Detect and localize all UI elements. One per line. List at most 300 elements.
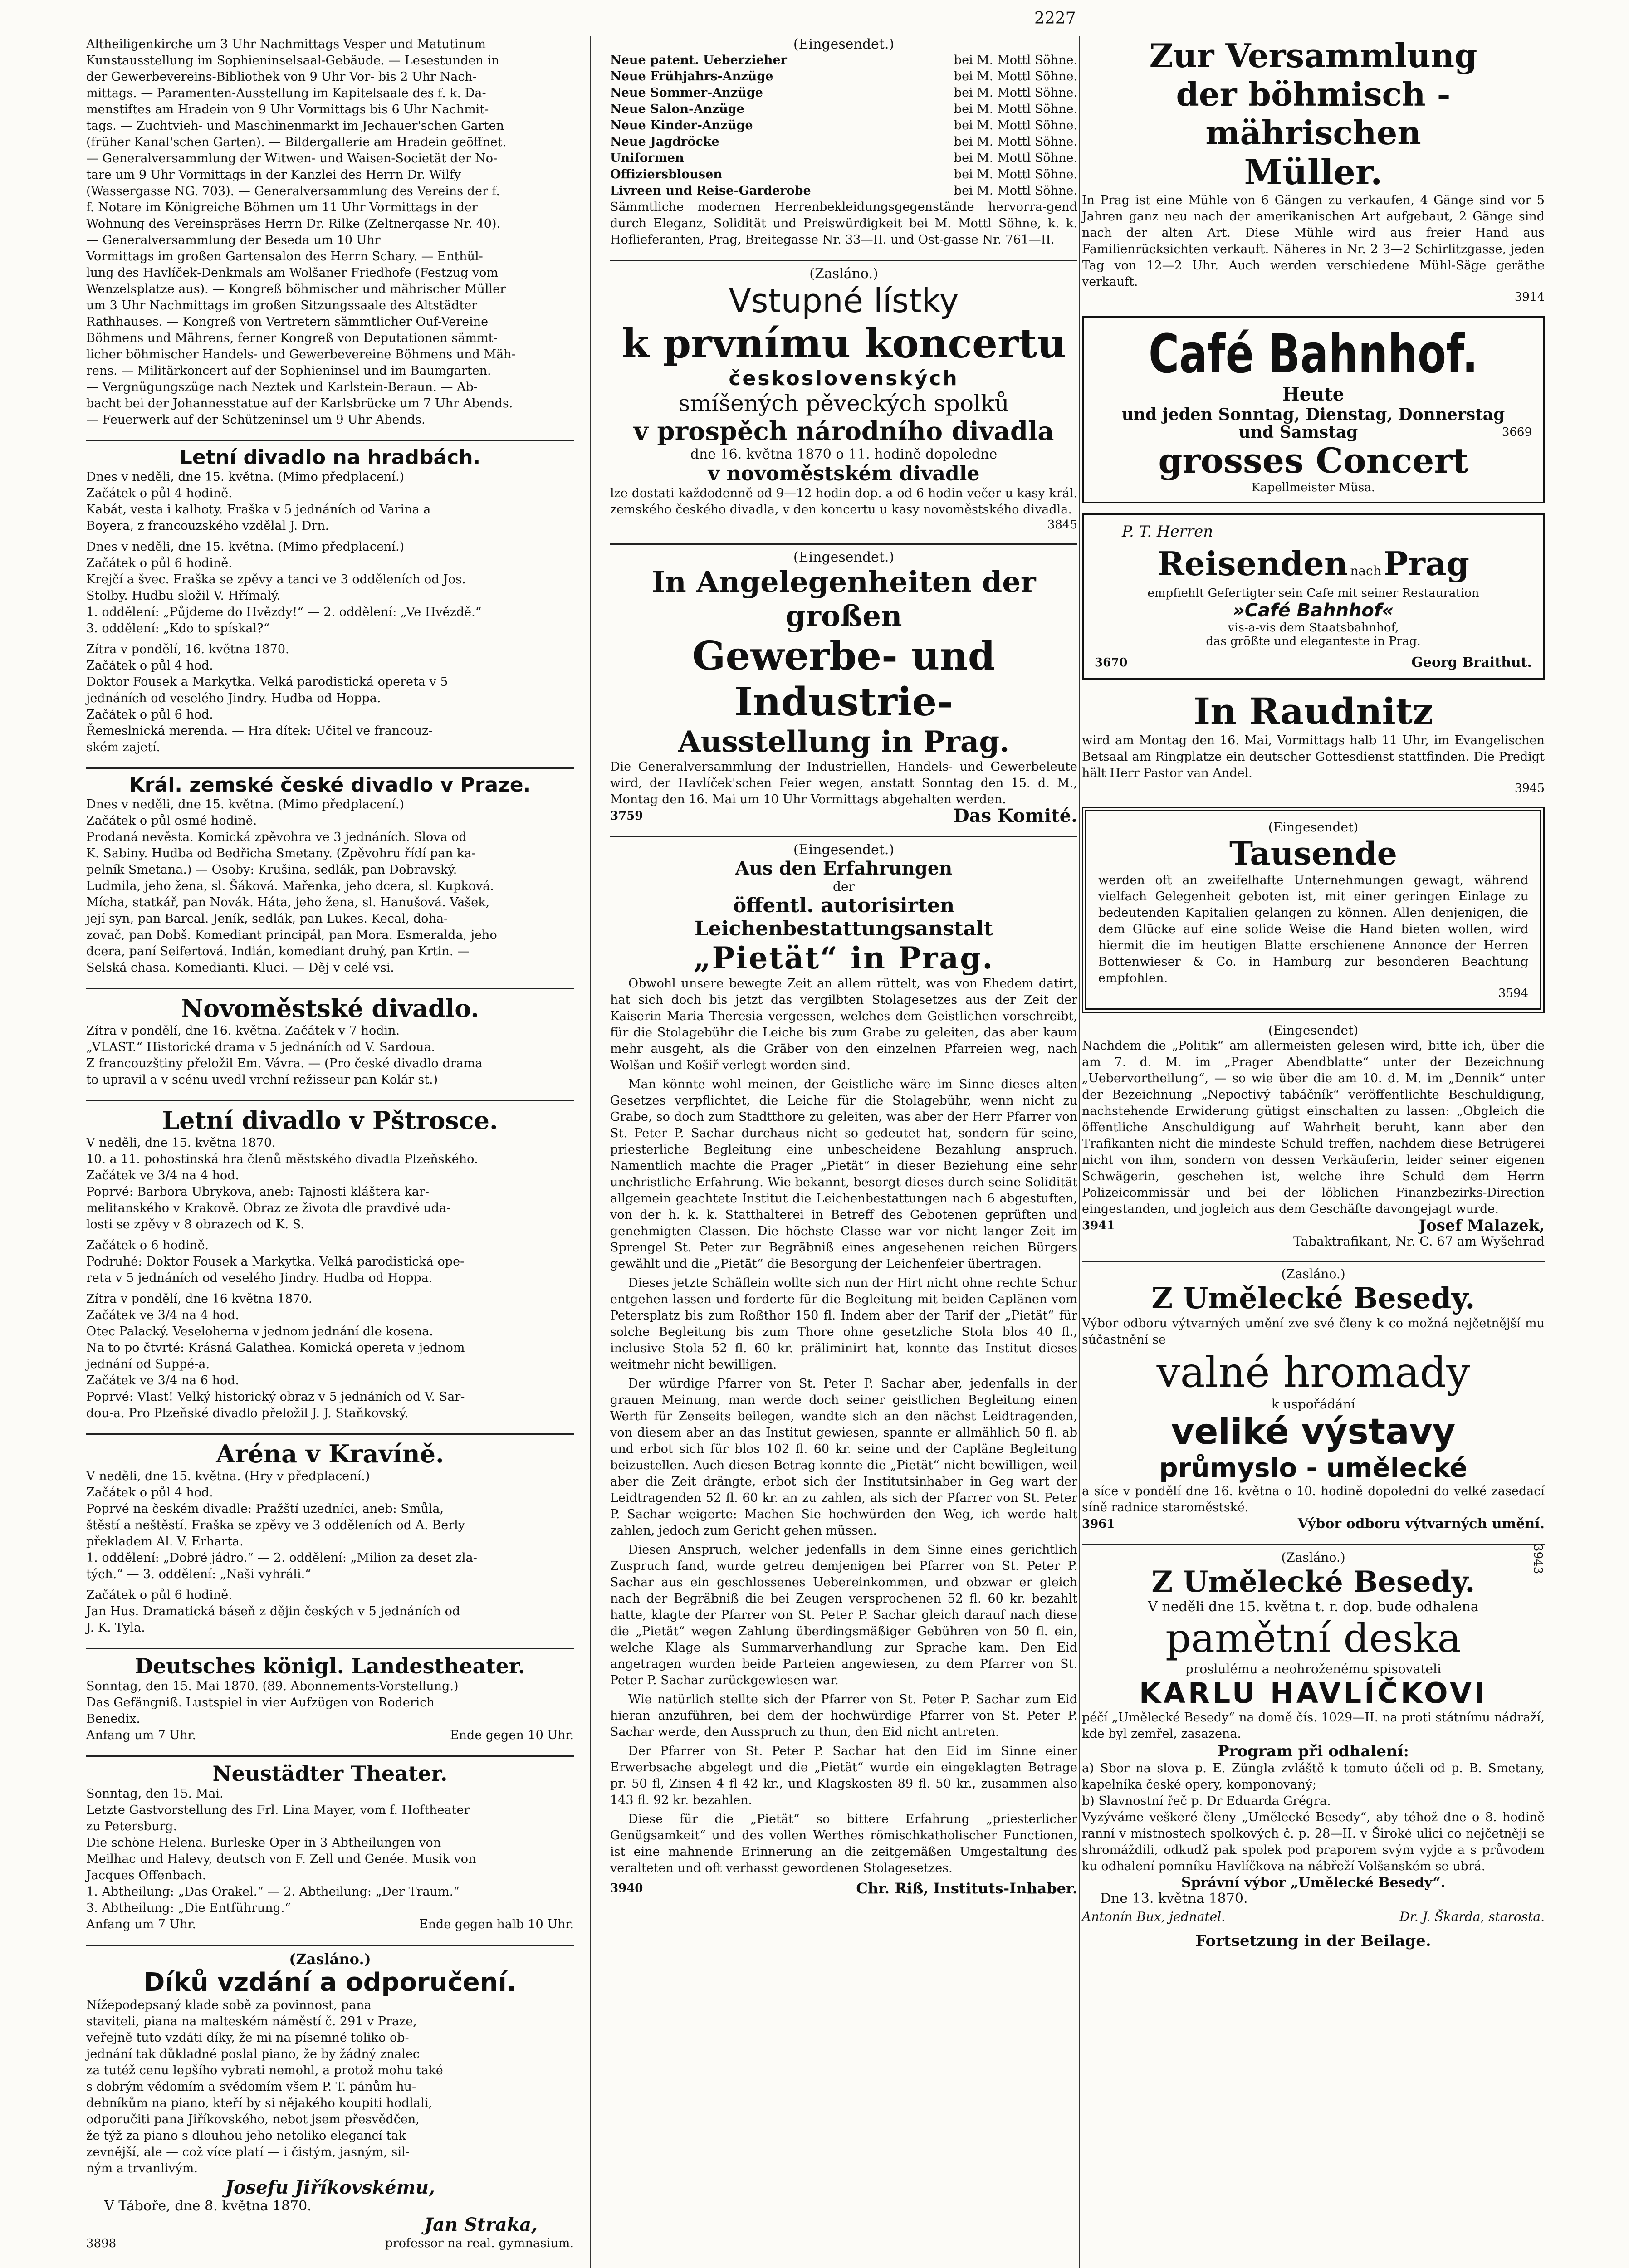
text-line: jednáních od veselého Jindry. Hudba od Hoppa. <box>86 691 381 705</box>
text-line: Dieses jetzte Schäflein wollte sich nun der Hirt nicht ohne rechte Schur entgehen lassen und forderte für die Begleitung mit beiden Caplänen vom Petersplatz bis zum Roßthor 150 fl. Indem aber der Tarif der „Pietät“ für solche Begleitung bis zum Thore ohne gesetzliche Stola blos 40 fl., inclusive Stola 52 fl. 60 kr. präliminirt hat, konnte das Institut dieses weitmehr nicht bewilligen. <box>610 1276 1077 1372</box>
tausende-ad <box>1082 807 1545 1013</box>
ad-title: Café Bahnhof. <box>1148 323 1478 385</box>
ad-note: Sämmtliche modernen Herrenbekleidungsgegenstände hervorra-gend durch Eleganz, Solidität und Preiswürdigkeit bei M. Mottl Söhne, k. k. Hoflieferanten, Prag, Breitegasse Nr. 33—II. und Ost-gasse Nr. 761—II. <box>610 200 1077 247</box>
page-number: 2227 <box>1034 9 1076 28</box>
text-line: Dnes v neděli, dne 15. května. (Mimo předplacení.) <box>86 470 405 484</box>
ad-headline <box>1095 544 1532 583</box>
ad-line: empfiehlt Gefertigter sein Cafe mit seiner Restauration <box>1147 586 1479 600</box>
text-line: menstiftes am Hradein von 9 Uhr Vormittags bis 6 Uhr Nachmit- <box>86 103 489 117</box>
article-title: „Pietät“ in Prag. <box>693 940 994 976</box>
text-line: dou-a. Pro Plzeňské divadlo přeložil J. J. Staňkovský. <box>86 1406 409 1420</box>
text-line: Rathhauses. — Kongreß von Vertretern sämmtlicher Ouf-Vereine <box>86 315 489 329</box>
theatre-body <box>86 1468 574 1636</box>
ad-number: 3945 <box>1514 781 1545 795</box>
text-line: staviteli, piana na malteském náměstí č. 291 v Praze, <box>86 2014 417 2028</box>
ad-row <box>1095 424 1532 440</box>
text-line: štěstí a neštěstí. Fraška se zpěvy ve 3 odděleních od A. Berly <box>86 1518 465 1532</box>
theatre-body <box>86 1135 574 1422</box>
text-line: Obwohl unsere bewegte Zeit an allem rüttelt, was von Ehedem datirt, hat sich doch bis jetzt das vergilbten Stolagesetzes aus der Zeit der Kaiserin Maria Theresia vergessen, welches dem Geistlichen vorschreibt, für die Stolagebühr die Leiche bis zum Grabe zu geleiten, das aber kaum mehr ausgeht, als die Gräber von den einzelnen Pfarreien weg, nach Wolšan und Košiř verlegt worden sind. <box>610 977 1077 1072</box>
text-line: zu Petersburg. <box>86 1819 177 1833</box>
signatures <box>1082 1909 1545 1924</box>
theatre-title: Deutsches königl. Landestheater. <box>135 1654 525 1678</box>
text-line: — Vergnügungszüge nach Neztek und Karlstein-Beraun. — Ab- <box>86 380 478 394</box>
article-line: der <box>833 879 855 894</box>
text-line: tých.“ — 3. oddělení: „Naši vyhráli.“ <box>86 1567 311 1581</box>
text-line: Stolby. Hudbu složil V. Hřímalý. <box>86 589 281 603</box>
ad-line: k uspořádání <box>1271 1396 1355 1412</box>
text-line: a) Sbor na slova p. E. Züngla zvláště k tomuto účeli od p. B. Smetany, kapelníka české opery, komponovaný; <box>1082 1761 1545 1792</box>
ad-line: »Café Bahnhof« <box>1233 600 1394 621</box>
theatre-title: Letní divadlo v Pštrosce. <box>162 1106 498 1135</box>
text-line: Kunstausstellung im Sophieninselsaal-Gebäude. — Lesestunden in <box>86 54 499 68</box>
ad-title: Díků vzdání a odporučení. <box>143 1968 517 1997</box>
text-line: (Wassergasse NG. 703). — Generalversammlung des Vereins der f. <box>86 184 500 198</box>
ad-line: und Samstag <box>1238 422 1358 442</box>
clothes-shop: bei M. Mottl Söhne. <box>954 86 1077 100</box>
text-line: pelník Smetana.) — Osoby: Krušina, sedlák, pan Dobravský. <box>86 863 457 877</box>
ad-tag: (Eingesendet.) <box>793 549 895 565</box>
text-line: Letzte Gastvorstellung des Frl. Lina Mayer, vom f. Hoftheater <box>86 1803 470 1817</box>
ad-signer: Výbor odboru výtvarných umění. <box>1297 1515 1545 1532</box>
exhibition-ad <box>610 543 1077 824</box>
clothes-row <box>610 117 1077 134</box>
theatre-body <box>86 1678 574 1727</box>
text-line: Wohnung des Vereinspräses Herrn Dr. Rilke (Zeltnergasse Nr. 40). <box>86 217 501 231</box>
mottl-ad <box>610 36 1077 248</box>
text-line: veřejně tuto vzdáti díky, že mi na písemné toliko ob- <box>86 2031 409 2045</box>
ad-footer <box>1082 1516 1545 1532</box>
ad-tag: (Zasláno.) <box>809 266 878 282</box>
signature-right: Dr. J. Škarda, starosta. <box>1399 1909 1545 1924</box>
theatre-neustadter <box>86 1755 574 1933</box>
text-line: Böhmens und Mährens, ferner Kongreß von Deputationen sämmt- <box>86 331 498 345</box>
notice-signer: Josef Malazek, <box>1419 1216 1545 1235</box>
column-rule <box>590 36 591 2268</box>
text-line: Selská chasa. Komedianti. Kluci. — Děj v celé vsi. <box>86 961 394 975</box>
text-line: Začátek ve 3/4 na 6 hod. <box>86 1374 240 1388</box>
text-line: 1. Abtheilung: „Das Orakel.“ — 2. Abtheilung: „Der Traum.“ <box>86 1885 460 1899</box>
ad-body <box>610 759 1077 808</box>
clothes-row <box>610 134 1077 150</box>
text-line: melitanského v Krakově. Obraz ze života dle pravdivé uda- <box>86 1201 451 1215</box>
text-line <box>86 1286 574 1291</box>
text-line: za tutéž cenu lepšího vybrati nemohl, a protož mohu také <box>86 2063 443 2077</box>
time-row <box>86 1916 574 1933</box>
text-line: Altheiligenkirche um 3 Uhr Nachmittags Vesper und Matutinum <box>86 37 486 51</box>
ad-line: Müller. <box>1244 152 1383 192</box>
beseda-assembly-ad <box>1082 1261 1545 1532</box>
ad-line: proslulému a neohroženému spisovateli <box>1185 1661 1441 1677</box>
clothes-shop: bei M. Mottl Söhne. <box>954 184 1077 198</box>
ad-text: péčí „Umělecké Besedy“ na domě čís. 1029—II. na proti státnímu nádraží, kde byl zemřel, zasazena. <box>1082 1710 1545 1741</box>
end-time: Ende gegen 10 Uhr. <box>450 1728 574 1742</box>
text-line: Na to po čtvrté: Krásná Galathea. Komická opereta v jednom <box>86 1341 465 1355</box>
theatre-summer-ramparts <box>86 440 574 756</box>
text-line: V neděli, dne 15. května 1870. <box>86 1136 276 1150</box>
text-line: Dnes v neděli, dne 15. května. (Mimo předplacení.) <box>86 540 405 554</box>
article-footer <box>610 1880 1077 1897</box>
text-line: (früher Kanal'schen Garten). — Bildergallerie am Hradein geöffnet. <box>86 135 507 149</box>
theatre-body <box>86 469 574 756</box>
ad-body <box>1082 1315 1545 1348</box>
text-line: — Feuerwerk auf der Schützeninsel um 9 Uhr Abends. <box>86 413 426 427</box>
text-line: Dnes v neděli, dne 15. května. (Mimo předplacení.) <box>86 797 405 811</box>
text-line: Prodaná nevěsta. Komická zpěvohra ve 3 jednáních. Slova od <box>86 830 467 844</box>
text-line: reta v 5 jednáních od veselého Jindry. Hudba od Hoppa. <box>86 1271 433 1285</box>
text-line: Mícha, statkář, pan Novák. Háta, jeho žena, sl. Hanušová. Vašek, <box>86 895 490 909</box>
clothes-shop: bei M. Mottl Söhne. <box>954 135 1077 149</box>
text-line: Diesen Anspruch, welcher jedenfalls in dem Sinne eines gerichtlich Zuspruch fand, wurde getreu demjenigen bei Pfarrer von St. Peter P. Sachar aus ein geschlossenes Uebereinkommen, und obzwar er gleich nach der Begräbniß die bei Zeugen versprochenen 52 fl. 60 kr. bezahlt hatte, klagte der Pfarrer von St. Peter P. Sachar gleich darauf nach diese die „Pietät“ wegen Zahlung überdingsmäßiger Gebühren von 50 fl. ein, welche Klage als Summarverhandlung zur Sprache kam. Den Eid angetragen wurden beide Parteien angewiesen, zu dem Pfarrer von St. Peter P. Sachar zurückgewiesen war. <box>610 1543 1077 1687</box>
concert-ad <box>610 260 1077 532</box>
ad-date: Dne 13. května 1870. <box>1100 1890 1248 1906</box>
ad-word: Reisenden <box>1157 544 1348 583</box>
ad-tag: (Eingesendet) <box>1268 819 1359 835</box>
column-rule <box>1079 36 1080 2268</box>
ad-text: lze dostati každodenně od 9—12 hodin dop. a od 6 hodin večer u kasy král. zemského českého divadla, v den koncertu u kasy novoměstského divadla. <box>610 486 1077 517</box>
theatre-royal-czech <box>86 767 574 976</box>
mill-ad <box>1082 36 1545 304</box>
text-line: Kabát, vesta i kalhoty. Fraška v 5 jednáních od Varina a <box>86 503 431 517</box>
text-line: Začátek o půl 4 hodině. <box>86 486 232 500</box>
text-line: Der Pfarrer von St. Peter P. Sachar hat den Eid im Sinne einer Erwerbsache abgelegt und die „Pietät“ wurde ein eingeklagten Betrage pr. 50 fl, Zinsen 4 fl 42 kr., und Klagskosten 89 fl. 50 kr., zusammen also 143 fl. 92 kr. bezahlen. <box>610 1744 1077 1807</box>
text-line: její syn, pan Barcal. Jeník, sedlák, pan Lukes. Kecal, doha- <box>86 912 448 926</box>
text-line: debníkům na piano, kteří by si nějakého koupiti hodlali, <box>86 2096 432 2110</box>
ad-line: v novoměstském divadle <box>708 462 980 485</box>
text-line: — Generalversammlung der Beseda um 10 Uhr <box>86 233 381 247</box>
text-line: s dobrým vědomím a svědomím všem P. T. pánům hu- <box>86 2080 416 2094</box>
ad-line: v prospěch národního divadla <box>633 416 1054 446</box>
ad-tag: (Eingesendet) <box>1268 1022 1359 1038</box>
ad-number: 3940 <box>610 1882 643 1895</box>
ad-footer <box>1095 655 1532 671</box>
text-line: Jacques Offenbach. <box>86 1868 206 1882</box>
ad-line: k prvnímu koncertu <box>621 320 1066 367</box>
clothes-item: Uniformen <box>610 151 684 165</box>
text-line: rens. — Militärkoncert auf der Sophieninsel und im Baumgarten. <box>86 364 491 378</box>
ad-body <box>610 199 1077 248</box>
text-line: — Generalversammlung der Witwen- und Waisen-Societät der No- <box>86 152 498 166</box>
ad-line: Zur Versammlung <box>1149 36 1477 75</box>
clothes-row <box>610 52 1077 68</box>
ad-date: V Táboře, dne 8. května 1870. <box>104 2198 312 2214</box>
column-2 <box>610 36 1077 1908</box>
text-line: bacht bei der Johannesstatue auf der Karlsbrücke um 7 Uhr Abends. <box>86 396 513 411</box>
text-line: Das Gefängniß. Lustspiel in vier Aufzügen von Roderich <box>86 1696 435 1710</box>
text-line: Sonntag, den 15. Mai. <box>86 1787 224 1801</box>
text-line: jednání od Suppé-a. <box>86 1357 210 1371</box>
clothes-row <box>610 85 1077 101</box>
ad-text: Die Generalversammlung der Industriellen, Handels- und Gewerbeleute wird, der Havlíček'schen Feier wegen, anstatt Sonntag den 15. d. M., Montag den 16. Mai um 10 Uhr Vormittags abgehalten werden. <box>610 760 1077 807</box>
ad-line: dne 16. května 1870 o 11. hodině dopoledne <box>690 446 998 462</box>
text-line: odporučiti pana Jiříkovského, nebot jsem přesvědčen, <box>86 2112 420 2126</box>
text-line: Začátek o půl 6 hod. <box>86 708 213 722</box>
column-1 <box>86 36 574 2263</box>
clothes-row <box>610 183 1077 199</box>
text-line: Man könnte wohl meinen, der Geistliche wäre im Sinne dieses alten Gesetzes verpflichtet, die Leiche für die Stolagebühr, wenn nicht zu Grabe, so doch zum Stadtthore zu geleiten, was aber der Herr Pfarrer von St. Peter P. Sachar durchaus nicht so gedeutet hat, sondern für seine, priesterliche Begleitung eine unbescheidene Bezahlung anspruch. Namentlich machte die Prager „Pietät“ in dieser Beziehung eine sehr unchristliche Erfahrung. Wie bekannt, besorgt dieses durch seine Solidität allgemein geachtete Institut die Leichenbestattungen nach 6 abgestuften, von der h. k. k. Statthalterei in Betreff des Gebotenen geprüften und genehmigten Classen. Die höchste Classe war vor nicht langer Zeit im Sprengel St. Peter zur Begräbniß eines angesehenen reichen Bürgers gewählt und die „Pietät“ die Besorgung der Leichenfeier übertragen. <box>610 1077 1077 1271</box>
clothes-item: Neue Kinder-Anzüge <box>610 118 753 132</box>
text-line: překladem Al. V. Erharta. <box>86 1535 244 1549</box>
text-line: tags. — Zuchtvieh- und Maschinenmarkt im Jechauer'schen Garten <box>86 119 504 133</box>
text-line: Zítra v pondělí, dne 16. května. Začátek v 7 hodin. <box>86 1024 400 1038</box>
ad-body <box>1082 1710 1545 1742</box>
clothes-item: Offiziersblousen <box>610 167 722 181</box>
theatre-body <box>86 1786 574 1916</box>
start-time: Anfang um 7 Uhr. <box>86 1917 196 1931</box>
text-line: zevnější, ale — což více platí — i čistým, jasným, sil- <box>86 2145 410 2159</box>
text-line: mittags. — Paramenten-Ausstellung im Kapitelsaale des f. k. Da- <box>86 86 486 100</box>
clothes-shop: bei M. Mottl Söhne. <box>954 151 1077 165</box>
text-line: J. K. Tyla. <box>86 1621 145 1635</box>
ad-body <box>610 485 1077 518</box>
text-line: Začátek o půl 4 hod. <box>86 1486 213 1500</box>
clothes-row <box>610 68 1077 85</box>
text-line: dcera, paní Seifertová. Indián, komediant druhý, pan Krtin. — <box>86 944 470 958</box>
article-line: öffentl. autorisirten Leichenbestattungsanstalt <box>694 894 993 940</box>
clothes-shop: bei M. Mottl Söhne. <box>954 53 1077 67</box>
ad-line: Gewerbe- und Industrie- <box>692 633 995 725</box>
theatre-title: Neustädter Theater. <box>212 1761 448 1786</box>
text-line: V neděli, dne 15. května. (Hry v předplacení.) <box>86 1469 370 1483</box>
thanks-ad <box>86 1945 574 2252</box>
theatre-title: Novoměstské divadlo. <box>181 994 479 1023</box>
clothes-item: Livreen und Reise-Garderobe <box>610 184 811 198</box>
ad-number: 3898 <box>86 2237 117 2250</box>
text-line: Wie natürlich stellte sich der Pfarrer von St. Peter P. Sachar zum Eid hieran anzuführen, bei dem der hochwürdige Pfarrer von St. Peter P. Sachar werde, den Ausspruch zu thun, den Eid nicht antreten. <box>610 1692 1077 1739</box>
ad-footer <box>610 805 1077 826</box>
text-line: 1. oddělení: „Dobré jádro.“ — 2. oddělení: „Milion za deset zla- <box>86 1551 477 1565</box>
text-line: 3. Abtheilung: „Die Entführung.“ <box>86 1901 291 1915</box>
theatre-new-town <box>86 988 574 1088</box>
notice-title: In Raudnitz <box>1193 689 1433 733</box>
ad-line: československých <box>729 367 959 390</box>
clothes-row <box>610 101 1077 117</box>
theatre-landestheater <box>86 1648 574 1744</box>
ad-body <box>86 1997 574 2177</box>
text-line: Doktor Fousek a Markytka. Velká parodistická opereta v 5 <box>86 675 448 689</box>
text-line: Poprvé: Barbora Ubrykova, aneb: Tajnosti kláštera kar- <box>86 1185 429 1199</box>
ad-tag: (Zasláno.) <box>289 1950 371 1968</box>
text-line: Krejčí a švec. Fraška se zpěvy a tanci ve 3 odděleních od Jos. <box>86 572 466 587</box>
text-line: ným a trvanlivým. <box>86 2161 198 2175</box>
column-3 <box>1082 36 1545 1962</box>
ad-line: valné hromady <box>1156 1348 1470 1397</box>
notice-text: wird am Montag den 16. Mai, Vormittags halb 11 Uhr, im Evangelischen Betsaal am Ringplatze ein deutscher Gottesdienst stattfinden. Die Predigt hält Herr Pastor van Andel. <box>1082 733 1545 780</box>
text-line: 1. oddělení: „Půjdeme do Hvězdy!“ — 2. oddělení: „Ve Hvězdě.“ <box>86 605 482 619</box>
text-line: Začátek o půl 4 hod. <box>86 659 213 673</box>
text-line: Začátek o 6 hodině. <box>86 1238 209 1252</box>
ad-line: smíšených pěveckých spolků <box>678 390 1009 416</box>
ad-line: V neděli dne 15. května t. r. dop. bude odhalena <box>1148 1598 1479 1615</box>
ad-line: Ausstellung in Prag. <box>678 725 1010 759</box>
text-line <box>86 1583 574 1587</box>
text-line: že týž za piano s dlouhou jeho netoliko elegancí tak <box>86 2129 406 2143</box>
clothes-row <box>610 166 1077 183</box>
ad-text: a síce v pondělí dne 16. května o 10. hodině dopoledni do velké zasedací síně radnice staroměstské. <box>1082 1484 1545 1515</box>
theatre-body <box>86 797 574 976</box>
text-line: Meilhac und Halevy, deutsch von F. Zell und Genée. Musik von <box>86 1852 476 1866</box>
text-line: to upravil a v scénu uvedl vrchní režisseur pan Kolár st.) <box>86 1073 438 1087</box>
ad-title: Z Umělecké Besedy. <box>1151 1564 1475 1599</box>
text-line: 3. oddělení: „Kdo to spískal?“ <box>86 621 270 635</box>
text-line <box>86 637 574 641</box>
clothes-shop: bei M. Mottl Söhne. <box>954 167 1077 181</box>
cafe-ad <box>1082 316 1545 503</box>
travel-ad <box>1082 513 1545 680</box>
ad-word: nach <box>1350 563 1381 578</box>
text-line: Zítra v pondělí, 16. května 1870. <box>86 642 289 656</box>
ad-line: Heute <box>1282 383 1345 405</box>
notice-footer <box>1082 1217 1545 1234</box>
clothes-list <box>610 52 1077 199</box>
tobacconist-notice <box>1082 1023 1545 1249</box>
text-line: Ludmila, jeho žena, sl. Šáková. Mařenka, jeho dcera, sl. Kupková. <box>86 879 494 893</box>
text-line: Z francouzštiny přeložil Em. Vávra. — (Pro české divadlo drama <box>86 1056 483 1070</box>
ad-line: P. T. Herren <box>1122 522 1213 541</box>
text-line: Benedix. <box>86 1712 140 1726</box>
clothes-shop: bei M. Mottl Söhne. <box>954 102 1077 116</box>
text-line: Der würdige Pfarrer von St. Peter P. Sachar aber, jedenfalls in der grauen Meinung, man werde doch seiner geistlichen Begleitung einen Werth für Zenseits beilegen, wandte sich an den nächst Leidtragenden, von diesem aber an das Institut gewiesen, spannte er allmählich 50 fl. ab und erbot sich für blos 102 fl. 60 kr. seine und der Capläne Begleitung beizustellen. Auch diesen Betrag konnte die „Pietät“ nicht bewilligen, weil aber die Zeit drängte, erbot sich der Institutsinhaber in Geg wart der Leidtragenden 52 fl. 60 kr. an zu zahlen, als sich der Pfarrer von St. Peter P. Sachar weigerte: Machen Sie hochwürden den Weg, ich werde halt zahlen, jedoch zum Gericht gehen müssen. <box>610 1377 1077 1538</box>
clothes-item: Neue Sommer-Anzüge <box>610 86 763 100</box>
ad-line: průmyslo - umělecké <box>1159 1452 1468 1483</box>
article-body <box>610 976 1077 1877</box>
text-line <box>86 1233 574 1237</box>
ad-body <box>1098 872 1528 987</box>
text-line: Sonntag, den 15. Mai 1870. (89. Abonnements-Vorstellung.) <box>86 1679 459 1693</box>
text-line: Nížepodepsaný klade sobě za povinnost, pana <box>86 1998 372 2012</box>
signer-title: professor na real. gymnasium. <box>385 2236 574 2250</box>
ad-line: veliké výstavy <box>1171 1411 1456 1452</box>
clothes-shop: bei M. Mottl Söhne. <box>954 118 1077 132</box>
text-line: Začátek ve 3/4 na 4 hod. <box>86 1168 240 1183</box>
ad-line: pamětní deska <box>1165 1614 1461 1662</box>
text-line: Začátek ve 3/4 na 4 hod. <box>86 1308 240 1322</box>
text-line <box>86 534 574 539</box>
text-line: der Gewerbevereins-Bibliothek von 9 Uhr Vor- bis 2 Uhr Nach- <box>86 70 477 84</box>
text-line: Začátek o půl 6 hodině. <box>86 1588 232 1602</box>
program-list <box>1082 1760 1545 1809</box>
text-line: ském zajetí. <box>86 740 161 754</box>
text-line: Diese für die „Pietät“ so bittere Erfahrung „priesterlicher Genügsamkeit“ und des vollen Werthes römischkatholischer Functionen, ist eine mahnende Erinnerung an die zeitgemäßen Umgestaltung des veralteten und oft verhasst gewordenen Stolagesetzes. <box>610 1812 1077 1875</box>
ad-title: Tausende <box>1229 834 1397 872</box>
side-number: 3943 <box>1531 1544 1545 1574</box>
funeral-article <box>610 836 1077 1897</box>
ad-line: grosses Concert <box>1158 440 1468 481</box>
text-line: jednání tak důkladné poslal piano, že by žádný znalec <box>86 2047 420 2061</box>
text-line: Začátek o půl osmé hodině. <box>86 814 257 828</box>
theatre-pstroska <box>86 1100 574 1422</box>
notice-body <box>1082 1038 1545 1217</box>
text-line: lung des Havlíček-Denkmals am Wolšaner Friedhofe (Festzug vom <box>86 266 499 280</box>
ad-line: Kapellmeister Müsa. <box>1251 480 1375 494</box>
ad-number: 3961 <box>1082 1517 1115 1531</box>
ad-text: werden oft an zweifelhafte Unternehmungen gewagt, während vielfach Gelegenheit geboten ist, mit einer geringen Einlage zu bedeutenden Kapitalien gelangen zu können. Allen denjenigen, die dem Glücke auf eine solide Weise die Hand bieten wollen, wird hiermit die im heutigen Blatte erschienene Annonce der Herren Bottenwieser & Co. in Hamburg zur besonderen Beachtung empfohlen. <box>1098 873 1528 985</box>
text-line: Poprvé na českém divadle: Pražští uzedníci, aneb: Smůla, <box>86 1502 444 1516</box>
theatre-title: Aréna v Kravíně. <box>216 1439 444 1468</box>
ad-tag: (Zasláno.) <box>1281 1266 1345 1281</box>
start-time: Anfang um 7 Uhr. <box>86 1728 196 1742</box>
text-line: tare um 9 Uhr Vormittags in der Kanzlei des Herrn Dr. Wilfy <box>86 168 461 182</box>
ad-signer: Jan Straka, <box>424 2214 538 2235</box>
text-line: Boyera, z francouzského vzdělal J. Drn. <box>86 519 329 533</box>
ad-word: Prag <box>1383 544 1469 583</box>
theatre-arena-kravin <box>86 1433 574 1636</box>
text-line: losti se zpěvy v 8 obrazech od K. S. <box>86 1217 304 1232</box>
clothes-item: Neue Salon-Anzüge <box>610 102 744 116</box>
clothes-item: Neue Frühjahrs-Anzüge <box>610 69 773 83</box>
ad-number: 3941 <box>1082 1218 1115 1232</box>
text-line: b) Slavnostní řeč p. Dr Eduarda Grégra. <box>1082 1794 1331 1808</box>
ad-text: Výbor odboru výtvarných umění zve své členy k co možná nejčetnější mu súčastnění se <box>1082 1316 1545 1347</box>
ad-number: 3594 <box>1498 986 1528 1000</box>
text-line: um 3 Uhr Nachmittags im großen Sitzungssaale des Altstädter <box>86 298 478 313</box>
article-line: Aus den Erfahrungen <box>735 858 953 879</box>
ad-line: Vstupné lístky <box>729 282 959 320</box>
program-title: Program při odhalení: <box>1217 1742 1409 1760</box>
text-line: Poprvé: Vlast! Velký historický obraz v 5 jednáních od V. Sar- <box>86 1390 465 1404</box>
ad-body <box>1082 192 1545 290</box>
ad-number: 3669 <box>1502 425 1532 439</box>
clothes-shop: bei M. Mottl Söhne. <box>954 69 1077 83</box>
ad-tag: (Eingesendet.) <box>793 36 895 52</box>
ad-line: das größte und eleganteste in Prag. <box>1206 634 1421 648</box>
article-signer: Chr. Riß, Instituts-Inhaber. <box>856 1880 1077 1897</box>
raudnitz-notice <box>1082 690 1545 795</box>
ad-signed: Správní výbor „Umělecké Besedy“. <box>1181 1874 1445 1891</box>
ad-number: 3759 <box>610 809 643 823</box>
ad-text: In Prag ist eine Mühle von 6 Gängen zu verkaufen, 4 Gänge sind vor 5 Jahren ganz neu nach der amerikanischen Art aufgebaut, 2 Gänge sind nach der alten Art. Diese Mühle wird aus freier Hand aus Familienrücksichten verkauft. Näheres in Nr. 2 3—2 Schirlitzgasse, jeden Tag von 12—2 Uhr. Auch werden verschiedene Mühl-Säge geräthe verkauft. <box>1082 193 1545 289</box>
text-line: „VLAST.“ Historické drama v 5 jednáních od V. Sardoua. <box>86 1040 435 1054</box>
ad-number: 3914 <box>1514 290 1545 304</box>
signature-left: Antonín Bux, jednatel. <box>1082 1909 1226 1924</box>
ad-line: der böhmisch - mährischen <box>1176 75 1451 152</box>
clothes-row <box>610 150 1077 166</box>
text-line: K. Sabiny. Hudba od Bedřicha Smetany. (Zpěvohru řídí pan ka- <box>86 846 476 860</box>
text-line: licher böhmischer Handels- und Gewerbevereine Böhmens und Mäh- <box>86 347 516 362</box>
text-line: Podruhé: Doktor Fousek a Markytka. Velká parodistická ope- <box>86 1255 465 1269</box>
ad-body <box>1082 1483 1545 1516</box>
ad-signer: Georg Braithut. <box>1411 654 1532 670</box>
ad-line: KARLU HAVLÍČKOVI <box>1139 1676 1488 1710</box>
ad-title: Z Umělecké Besedy. <box>1151 1281 1475 1315</box>
text-line: Jan Hus. Dramatická báseň z dějin českých v 5 jednáních od <box>86 1604 460 1618</box>
ad-line: und jeden Sonntag, Dienstag, Donnerstag <box>1121 405 1505 424</box>
ad-footer <box>86 2235 574 2252</box>
notice-text: Nachdem die „Politik“ am allermeisten gelesen wird, bitte ich, über die am 7. d. M. im „Prager Abendblatte“ unter der Bezeichnung „Uebervortheilung“, — so wie über die am 10. d. M. im „Dennik“ unter der Bezeichnung „Nepoctivý tabáčník“ veröffentlichte Beschuldigung, nachstehende Erwiderung gütigst einschalten zu lassen: „Obgleich die öffentliche Anschuldigung auf Wahrheit beruht, kann aber den Trafikanten nicht die mindeste Schuld treffen, nachdem diese Betrügerei nicht von ihm, sondern von dessen Verkäuferin, leider seiner eigenen Schwägerin, geschehen ist, welche ihre Schuld dem Herrn Polizeicommissär und bei der löblichen Finanzbezirks-Direction eingestanden, und jogleich aus dem Geschäfte davongejagt wurde. <box>1082 1038 1545 1216</box>
beseda-plaque-ad <box>1082 1544 1545 1950</box>
theatre-body <box>86 1023 574 1088</box>
ad-text: Vyzýváme veškeré členy „Umělecké Besedy“, aby téhož dne o 8. hodině ranní v místnostech spolkových č. p. 28—II. v Široké ulici co nejčetněji se shromáždili, odkudž pak spolek pod praporem svým vyjde a s průvodem ku odhalení pomníku Havlíčkova na nábřeží Volšanském se ubrá. <box>1082 1810 1545 1873</box>
text-line: Řemeslnická merenda. — Hra dítek: Učitel ve francouz- <box>86 724 433 738</box>
theatre-title: Král. zemské české divadlo v Praze. <box>129 773 531 797</box>
clothes-item: Neue patent. Ueberzieher <box>610 53 787 67</box>
ad-tag: (Zasláno.) <box>1281 1549 1345 1565</box>
text-line: Otec Palacký. Veseloherna v jednom jednání dle kosena. <box>86 1325 433 1339</box>
ad-tag: (Eingesendet.) <box>793 842 895 858</box>
daily-events <box>86 36 574 428</box>
text-line: Wenzelsplatze aus). — Kongreß böhmischer und mährischer Müller <box>86 282 506 296</box>
signer-info: Tabaktrafikant, Nr. C. 67 am Wyšehrad <box>1293 1233 1545 1249</box>
ad-signer: Das Komité. <box>954 805 1077 826</box>
text-line: 10. a 11. pohostinská hra členů městského divadla Plzeňského. <box>86 1152 478 1166</box>
clothes-item: Neue Jagdröcke <box>610 135 719 149</box>
text-line: Vormittags im großen Gartensalon des Herrn Schary. — Enthül- <box>86 249 483 264</box>
time-row <box>86 1727 574 1744</box>
text-line: Die schöne Helena. Burleske Oper in 3 Abtheilungen von <box>86 1836 441 1850</box>
text-line: Začátek o půl 6 hodině. <box>86 556 232 570</box>
ad-line: vis-a-vis dem Staatsbahnhof, <box>1228 621 1399 635</box>
theatre-title: Letní divadlo na hradbách. <box>179 446 481 469</box>
ad-name: Josefu Jiříkovskému, <box>225 2177 435 2198</box>
